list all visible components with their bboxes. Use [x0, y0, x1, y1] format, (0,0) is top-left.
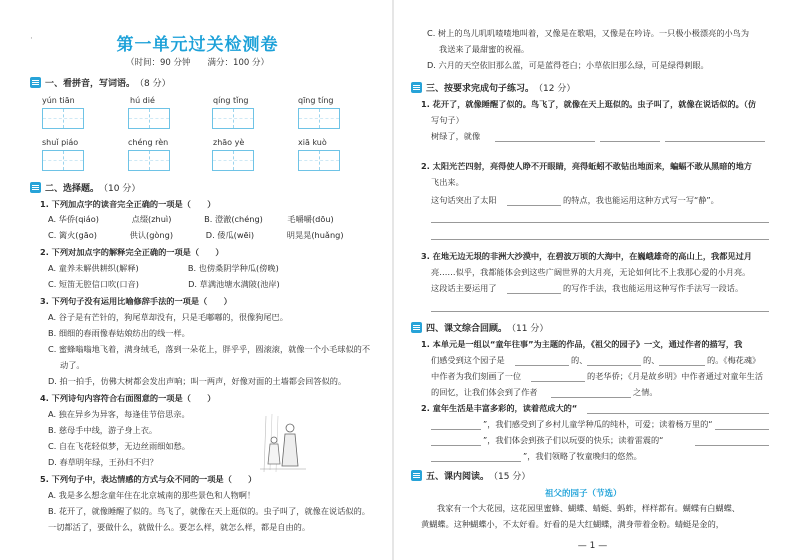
q5-option-b: B. 花开了，就像睡醒了似的。鸟飞了，就像在天上逛似的。虫子叫了，就像在说话似的。	[48, 506, 370, 516]
answer-blank[interactable]	[551, 397, 631, 398]
passage-line-2: 黄蝴蝶。这种蝴蝶小，不太好看。好看的是大红蝴蝶，满身带着金粉。蜻蜓是金的，	[421, 519, 724, 529]
review-q1-part-e: 的。《梅花魂》	[707, 355, 761, 365]
page-title: 第一单元过关检测卷	[116, 35, 279, 55]
sentence-q2-prompt: 这句话突出了太阳	[431, 195, 497, 205]
pinyin-8: xiā kuò	[298, 138, 327, 147]
q1-options-cd: C. 篱火(gāo) 供认(gòng) D. 倭瓜(wēi) 明晃晃(huǎng)	[48, 230, 344, 240]
q1-options-ab: A. 华侨(qiáo) 点缀(zhuì) B. 澄澈(chéng) 毛嚼嚼(dōu)	[48, 214, 334, 224]
review-q2-part-c: ”，我们感受到了乡村儿童学种瓜的纯朴，可爱；读着杨万里的“	[483, 419, 713, 429]
pinyin-3: qíng tǐng	[213, 96, 249, 105]
answer-blank[interactable]	[431, 429, 481, 430]
answer-blank[interactable]	[495, 141, 595, 142]
sentence-q3: 3. 在地无边无垠的非洲大沙漠中，在碧波万顷的大海中，在巍峨雄奇的高山上，我都见过月	[421, 251, 752, 261]
section-choice-header: 二、选择题。 （10 分）	[30, 181, 140, 194]
q5-option-d: D. 六月的天空依旧那么蓝，可是蓝得苍白；小草依旧那么绿，可是绿得刺眼。	[427, 60, 709, 70]
q4-option-a: A. 独在异乡为异客，每逢佳节倍思亲。	[48, 409, 190, 419]
review-q2: 2. 童年生活是丰富多彩的，读着范成大的“	[421, 403, 578, 413]
q3-option-a: A. 谷子是有芒针的，狗尾草却没有，只是毛嘟嘟的，很像狗尾巴。	[48, 312, 288, 322]
section-icon	[411, 470, 422, 481]
sentence-q1-cont: 写句子）	[431, 115, 464, 125]
answer-blank[interactable]	[507, 205, 561, 206]
review-q1-part-h: 的回忆，让我们体会到了作者	[431, 387, 538, 397]
section-icon	[411, 322, 422, 333]
answer-line[interactable]	[431, 222, 769, 223]
answer-blank[interactable]	[587, 365, 641, 366]
section-review-header: 四、课文综合回顾。 （11 分）	[411, 321, 548, 334]
writing-box-7[interactable]	[212, 150, 254, 171]
section-reading-header: 五、课内阅读。 （15 分）	[411, 469, 530, 482]
writing-box-3[interactable]	[212, 108, 254, 129]
review-q1-part-b: 们感受到这个园子是	[431, 355, 505, 365]
question-4: 4. 下列诗句内容符合右面图意的一项是（ ）	[40, 393, 216, 403]
q2-options-ab: A. 童养未解供耕织(解释) B. 也傍桑阴学种瓜(傍晚)	[48, 263, 279, 273]
sentence-q1-prompt: 树绿了，就像	[431, 131, 481, 141]
answer-blank[interactable]	[587, 413, 769, 414]
sentence-q1: 1. 花开了，就像睡醒了似的。鸟飞了，就像在天上逛似的。虫子叫了，就像在说话似的。（仿	[421, 99, 757, 109]
pinyin-5: shuǐ piáo	[42, 138, 79, 147]
section-sentence-header: 三、按要求完成句子练习。 （12 分）	[411, 81, 575, 94]
sentence-q2-cont: 飞出来。	[431, 177, 464, 187]
answer-blank[interactable]	[659, 365, 705, 366]
question-3: 3. 下列句子没有运用比喻修辞手法的一项是（ ）	[40, 296, 232, 306]
section-pinyin-header: 一、看拼音，写词语。 （8 分）	[30, 76, 171, 89]
sentence-q3-cont: 亮……似乎，我都能体会到这些广阔世界的大月亮，无论如何比不上我那心爱的小月亮。	[431, 267, 751, 277]
q4-option-b: B. 慈母手中线，游子身上衣。	[48, 425, 158, 435]
section-icon	[30, 182, 41, 193]
q3-option-d: D. 拍一拍手，仿佛大树都会发出声响；叫一两声，好像对面的土墙都会回答似的。	[48, 376, 347, 386]
writing-box-1[interactable]	[42, 108, 84, 129]
review-q2-part-d: ”，我们体会到孩子们以玩耍的快乐；读着雷震的“	[483, 435, 664, 445]
review-q1-part-i: 之情。	[633, 387, 658, 397]
pinyin-6: chéng rèn	[128, 138, 169, 147]
pinyin-7: zhāo yè	[213, 138, 245, 147]
q5-option-a: A. 我是多么想念童年住在北京城南的那些景色和人物啊！	[48, 490, 256, 500]
exam-info: （时间：90 分钟 满分：100 分）	[126, 58, 269, 68]
q4-option-d: D. 春草明年绿，王孙归不归？	[48, 457, 158, 467]
sentence-q3-prompt: 这段话主要运用了	[431, 283, 497, 293]
review-q1-part-d: 的、	[643, 355, 660, 365]
q5-option-c-cont: 我送来了最甜蜜的祝福。	[439, 44, 530, 54]
answer-blank[interactable]	[695, 445, 769, 446]
question-5: 5. 下列句子中，表达情感的方式与众不同的一项是（ ）	[40, 474, 257, 484]
writing-box-4[interactable]	[298, 108, 340, 129]
answer-blank[interactable]	[531, 381, 585, 382]
q2-options-cd: C. 短笛无腔信口吹(口音) D. 草满池塘水满陂(池岸)	[48, 279, 280, 289]
q4-option-c: C. 自在飞花轻似梦，无边丝雨细如愁。	[48, 441, 190, 451]
binding-mark: ·	[30, 34, 33, 44]
writing-box-8[interactable]	[298, 150, 340, 171]
q5-option-c: C. 树上的鸟儿叽叽喳喳地叫着，又像是在歌唱，又像是在吟诗。一只极小极漂亮的小鸟为	[427, 28, 750, 38]
review-q1: 1. 本单元是一组以“童年往事”为主题的作品，《祖父的园子》一文，通过作者的描写，我	[421, 339, 743, 349]
answer-line[interactable]	[431, 311, 769, 312]
answer-blank[interactable]	[507, 293, 561, 294]
answer-blank[interactable]	[431, 461, 521, 462]
q3-option-b: B. 细细的春雨像春姑娘纺出的线一样。	[48, 328, 190, 338]
question-1: 1. 下列加点字的读音完全正确的一项是（ ）	[40, 199, 216, 209]
poem-illustration	[258, 414, 308, 474]
answer-blank[interactable]	[515, 365, 569, 366]
page-gutter	[392, 0, 394, 560]
pinyin-2: hú dié	[130, 96, 155, 105]
q3-option-c: C. 蜜蜂嗡嗡地飞着，满身绒毛，落到一朵花上，胖乎乎，圆滚滚，就像一个小毛球似的不	[48, 344, 371, 354]
q3-option-c-cont: 动了。	[60, 360, 85, 370]
right-page	[395, 0, 790, 560]
writing-box-2[interactable]	[128, 108, 170, 129]
review-q1-part-g: 的老华侨；《月是故乡明》中作者通过对童年生活	[587, 371, 764, 381]
answer-blank[interactable]	[715, 429, 769, 430]
section-icon	[30, 77, 41, 88]
section-icon	[411, 82, 422, 93]
review-q2-part-e: ”，我们领略了牧童晚归的悠然。	[523, 451, 642, 461]
answer-blank[interactable]	[431, 445, 481, 446]
sentence-q2: 2. 太阳光芒四射，亮得使人睁不开眼睛，亮得蚯蚓不敢钻出地面来，蝙蝠不敢从黑暗的地方	[421, 161, 752, 171]
review-q1-part-c: 的、	[571, 355, 588, 365]
answer-blank[interactable]	[665, 141, 765, 142]
passage-title: 祖父的园子（节选）	[545, 489, 622, 499]
passage-line-1: 我家有一个大花园，这花园里蜜蜂、蝴蝶、蜻蜓、蚂蚱，样样都有。蝴蝶有白蝴蝶、	[437, 503, 740, 513]
q5-option-b-cont: 一切都活了，要做什么，就做什么。要怎么样，就怎么样，都是自由的。	[48, 522, 311, 532]
answer-line[interactable]	[431, 239, 769, 240]
page-number: — 1 —	[577, 541, 608, 551]
sentence-q2-prompt-tail: 的特点，我也能运用这种方式写一写“静”。	[563, 195, 719, 205]
sentence-q3-prompt-tail: 的写作手法，我也能运用这种写作手法写一段话。	[563, 283, 744, 293]
review-q1-part-f: 中作者为我们刻画了一位	[431, 371, 522, 381]
writing-box-6[interactable]	[128, 150, 170, 171]
pinyin-1: yún tiān	[42, 96, 75, 105]
question-2: 2. 下列对加点字的解释完全正确的一项是（ ）	[40, 247, 224, 257]
answer-blank[interactable]	[600, 141, 660, 142]
pinyin-4: qīng tíng	[298, 96, 334, 105]
writing-box-5[interactable]	[42, 150, 84, 171]
